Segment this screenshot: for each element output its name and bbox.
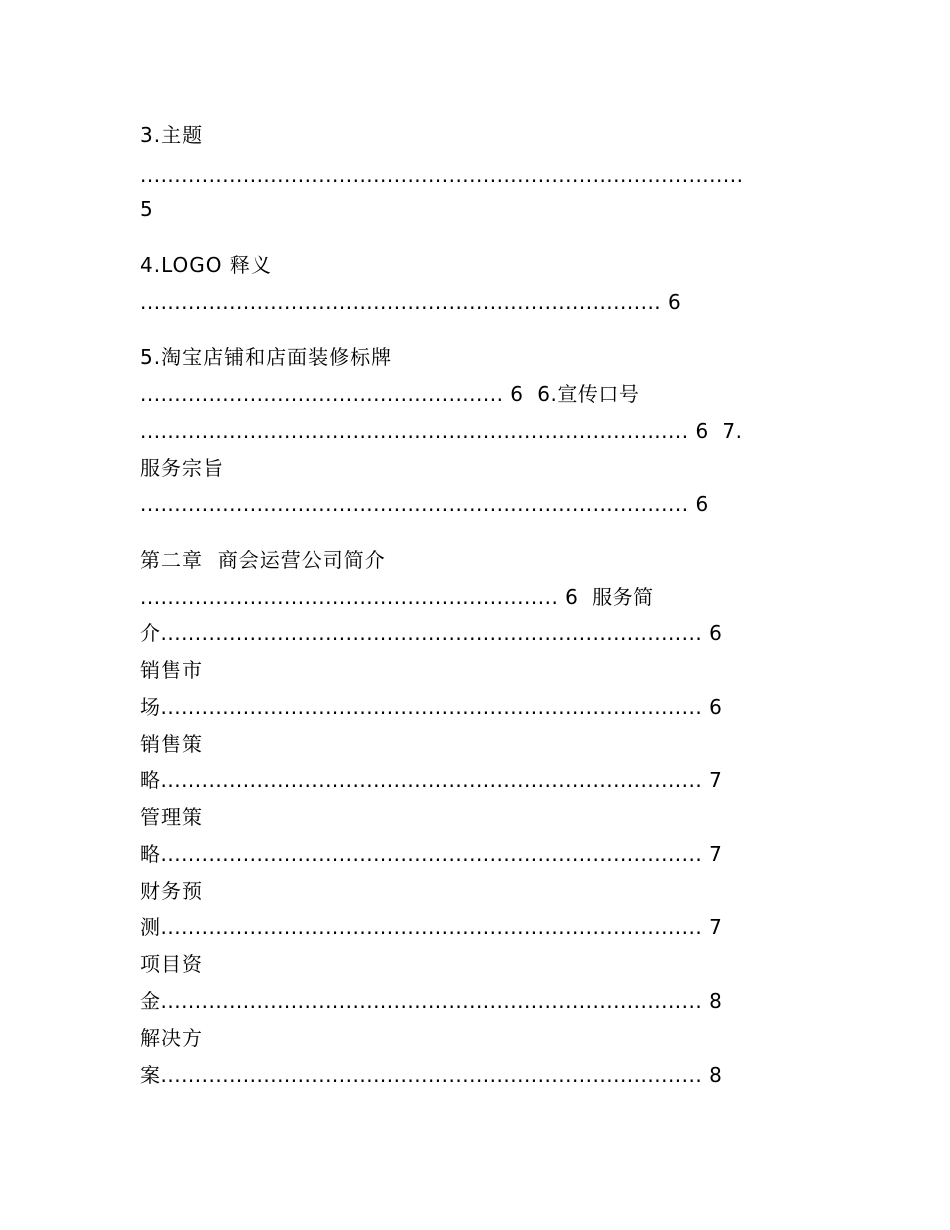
toc-leader-dots: ................................................................................ 6 7.: [140, 419, 743, 443]
toc-entry: 项目资: [140, 952, 203, 976]
toc-entry: 销售策: [140, 732, 203, 756]
toc-entry: 销售市: [140, 658, 203, 682]
toc-leader-dots: ................................................................................ 6: [140, 492, 709, 516]
toc-leader-dots: ............................................................. 6 服务简: [140, 585, 654, 609]
toc-entry: 管理策: [140, 805, 203, 829]
toc-leader-dots: ........................................................................................: [140, 163, 744, 187]
toc-entry: 解决方: [140, 1026, 203, 1050]
toc-entry: 金............................................................................... 8: [140, 989, 723, 1013]
toc-leader-dots: ............................................................................ 6: [140, 290, 682, 314]
toc-heading-theme: 3.主题: [140, 123, 204, 147]
toc-entry: 略............................................................................... 7: [140, 768, 723, 792]
toc-heading-taobao: 5.淘宝店铺和店面装修标牌: [140, 345, 393, 369]
toc-heading-logo: 4.LOGO 释义: [140, 253, 272, 277]
toc-heading-service: 服务宗旨: [140, 456, 224, 480]
toc-page-number: 5: [140, 197, 154, 221]
toc-chapter-two: 第二章 商会运营公司简介: [140, 548, 386, 572]
toc-entry: 测............................................................................... 7: [140, 915, 723, 939]
toc-entry: 略............................................................................... 7: [140, 842, 723, 866]
toc-entry: 场............................................................................... 6: [140, 695, 723, 719]
toc-entry: 案............................................................................... 8: [140, 1063, 723, 1087]
toc-leader-dots: ..................................................... 6 6.宣传口号: [140, 382, 640, 406]
toc-entry: 介............................................................................... 6: [140, 621, 723, 645]
toc-entry: 财务预: [140, 879, 203, 903]
